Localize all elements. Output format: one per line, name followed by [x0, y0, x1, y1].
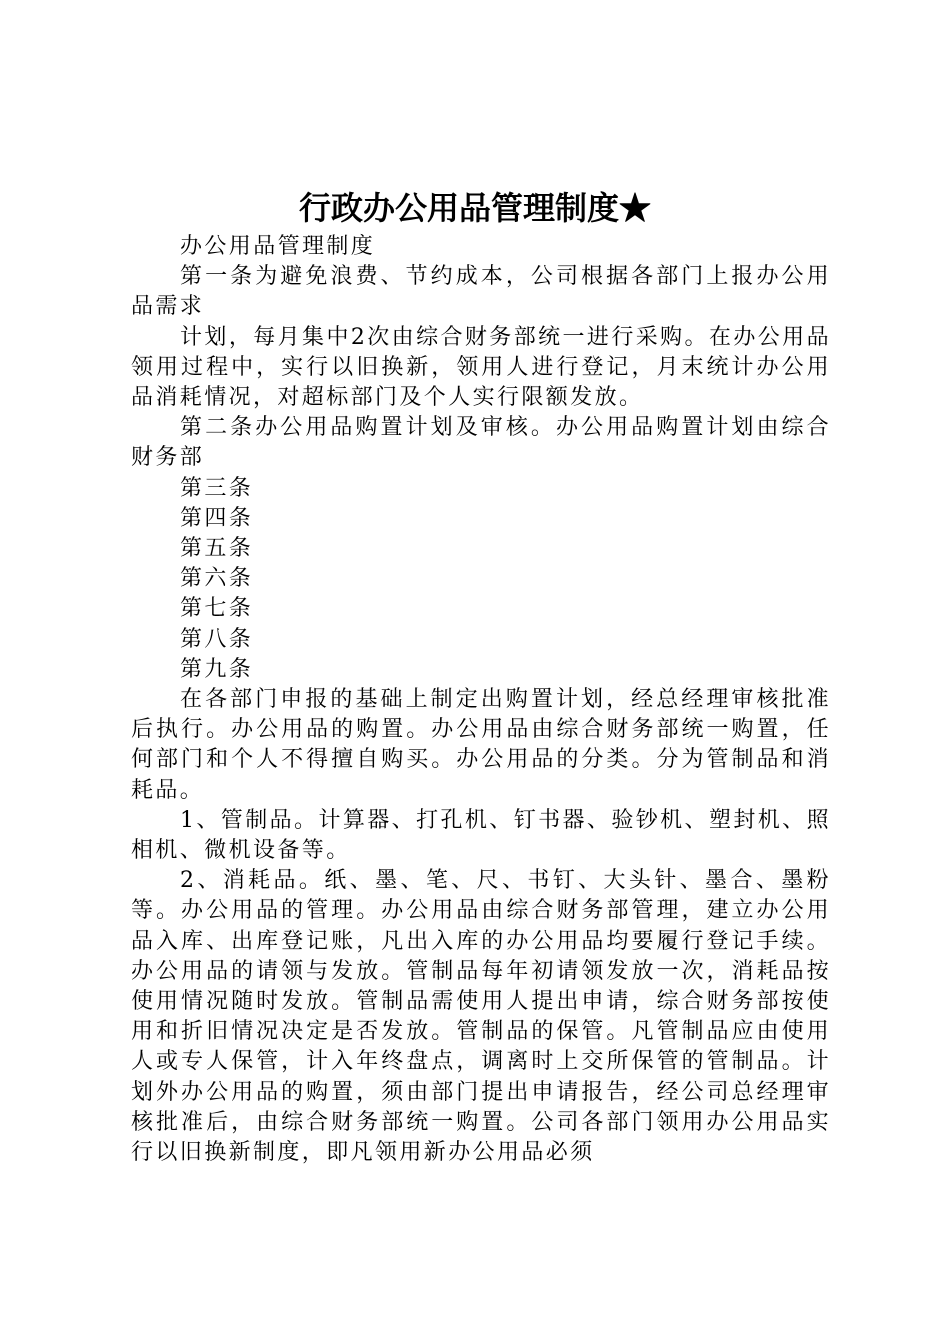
document-body — [131, 232, 831, 1168]
paragraph-consumables: 2、消耗品。纸、墨、笔、尺、书钉、大头针、墨合、墨粉等。办公用品的管理。办公用品由综合财务部管理，建立办公用品入库、出库登记账，凡出入库的办公用品均要履行登记手续。办公用品的请领与发放。管制品每年初请领发放一次，消耗品按使用情况随时发放。管制品需使用人提出申请，综合财务部按使用和折旧情况决定是否发放。管制品的保管。凡管制品应由使用人或专人保管，计入年终盘点，调离时上交所保管的管制品。计划外办公用品的购置，须由部门提出申请报告，经公司总经理审核批准后，由综合财务部统一购置。公司各部门领用办公用品实行以旧换新制度，即凡领用新办公用品必须 — [131, 868, 831, 1166]
paragraph-article-8: 第八条 — [180, 626, 254, 652]
paragraph-article-5: 第五条 — [180, 536, 254, 562]
paragraph-controlled-items: 1、管制品。计算器、打孔机、钉书器、验钞机、塑封机、照相机、微机设备等。 — [131, 807, 831, 864]
document-title: 行政办公用品管理制度★ — [298, 189, 651, 227]
paragraph-article-9: 第九条 — [180, 656, 254, 682]
paragraph-article-1: 第一条为避免浪费、节约成本，公司根据各部门上报办公用品需求 — [131, 264, 831, 320]
paragraph-purchase: 在各部门申报的基础上制定出购置计划，经总经理审核批准后执行。办公用品的购置。办公用品由综合财务部统一购置，任何部门和个人不得擅自购买。办公用品的分类。分为管制品和消耗品。 — [131, 687, 831, 803]
paragraph-article-4: 第四条 — [180, 505, 254, 531]
paragraph-plan: 计划，每月集中2次由综合财务部统一进行采购。在办公用品领用过程中，实行以旧换新，领用人进行登记，月末统计办公用品消耗情况，对超标部门及个人实行限额发放。 — [131, 324, 831, 411]
paragraph-article-7: 第七条 — [180, 596, 254, 622]
paragraph-heading: 办公用品管理制度 — [180, 234, 376, 259]
paragraph-article-6: 第六条 — [180, 566, 254, 592]
paragraph-article-2: 第二条办公用品购置计划及审核。办公用品购置计划由综合财务部 — [131, 415, 831, 471]
paragraph-article-3: 第三条 — [180, 475, 254, 501]
